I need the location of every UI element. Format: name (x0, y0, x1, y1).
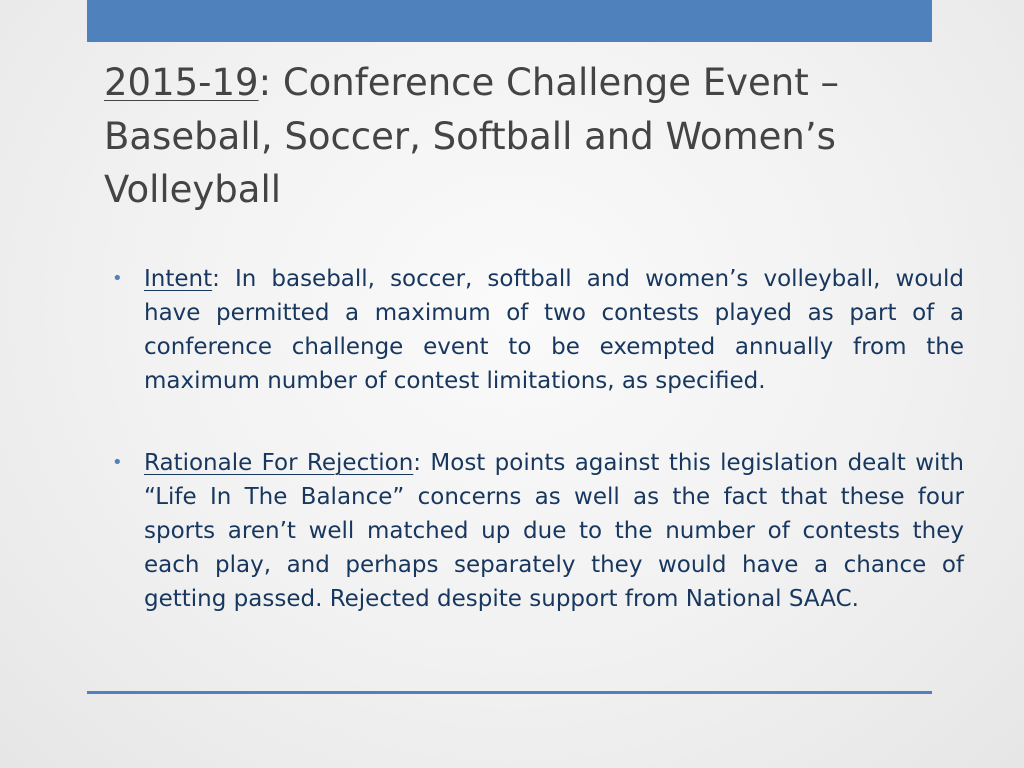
bullet-label-rationale: Rationale For Rejection (144, 450, 414, 476)
title-text: : Conference Challenge Event – Baseball, Soccer, Softball and Women’s Volleyball (104, 61, 840, 212)
footer-divider (87, 691, 932, 694)
header-accent-bar (87, 0, 932, 42)
bullet-list (112, 262, 964, 616)
bullet-rationale (112, 446, 964, 616)
bullet-label-intent: Intent (144, 266, 213, 292)
bullet-dot-icon: • (112, 452, 123, 473)
bullet-text-rationale: Most points against this legislation dealt with “Life In The Balance” concerns as well as the fact that these four sports aren’t well matched up due to the number of contests they each play, and perhaps separately they would have a chance of getting passed. Rejected despite support from National SAAC. (144, 450, 964, 612)
bullet-separator: : (413, 450, 422, 476)
bullet-text-intent: In baseball, soccer, softball and women’s volleyball, would have permitted a maximum of two contests played as part of a conference challenge event to be exempted annually from the maximum number of contest limitations, as specified. (144, 266, 964, 394)
bullet-dot-icon: • (112, 268, 123, 289)
title-year-range: 2015-19 (104, 61, 259, 104)
slide-title (104, 56, 984, 217)
bullet-intent (112, 262, 964, 398)
bullet-separator: : (212, 266, 220, 292)
